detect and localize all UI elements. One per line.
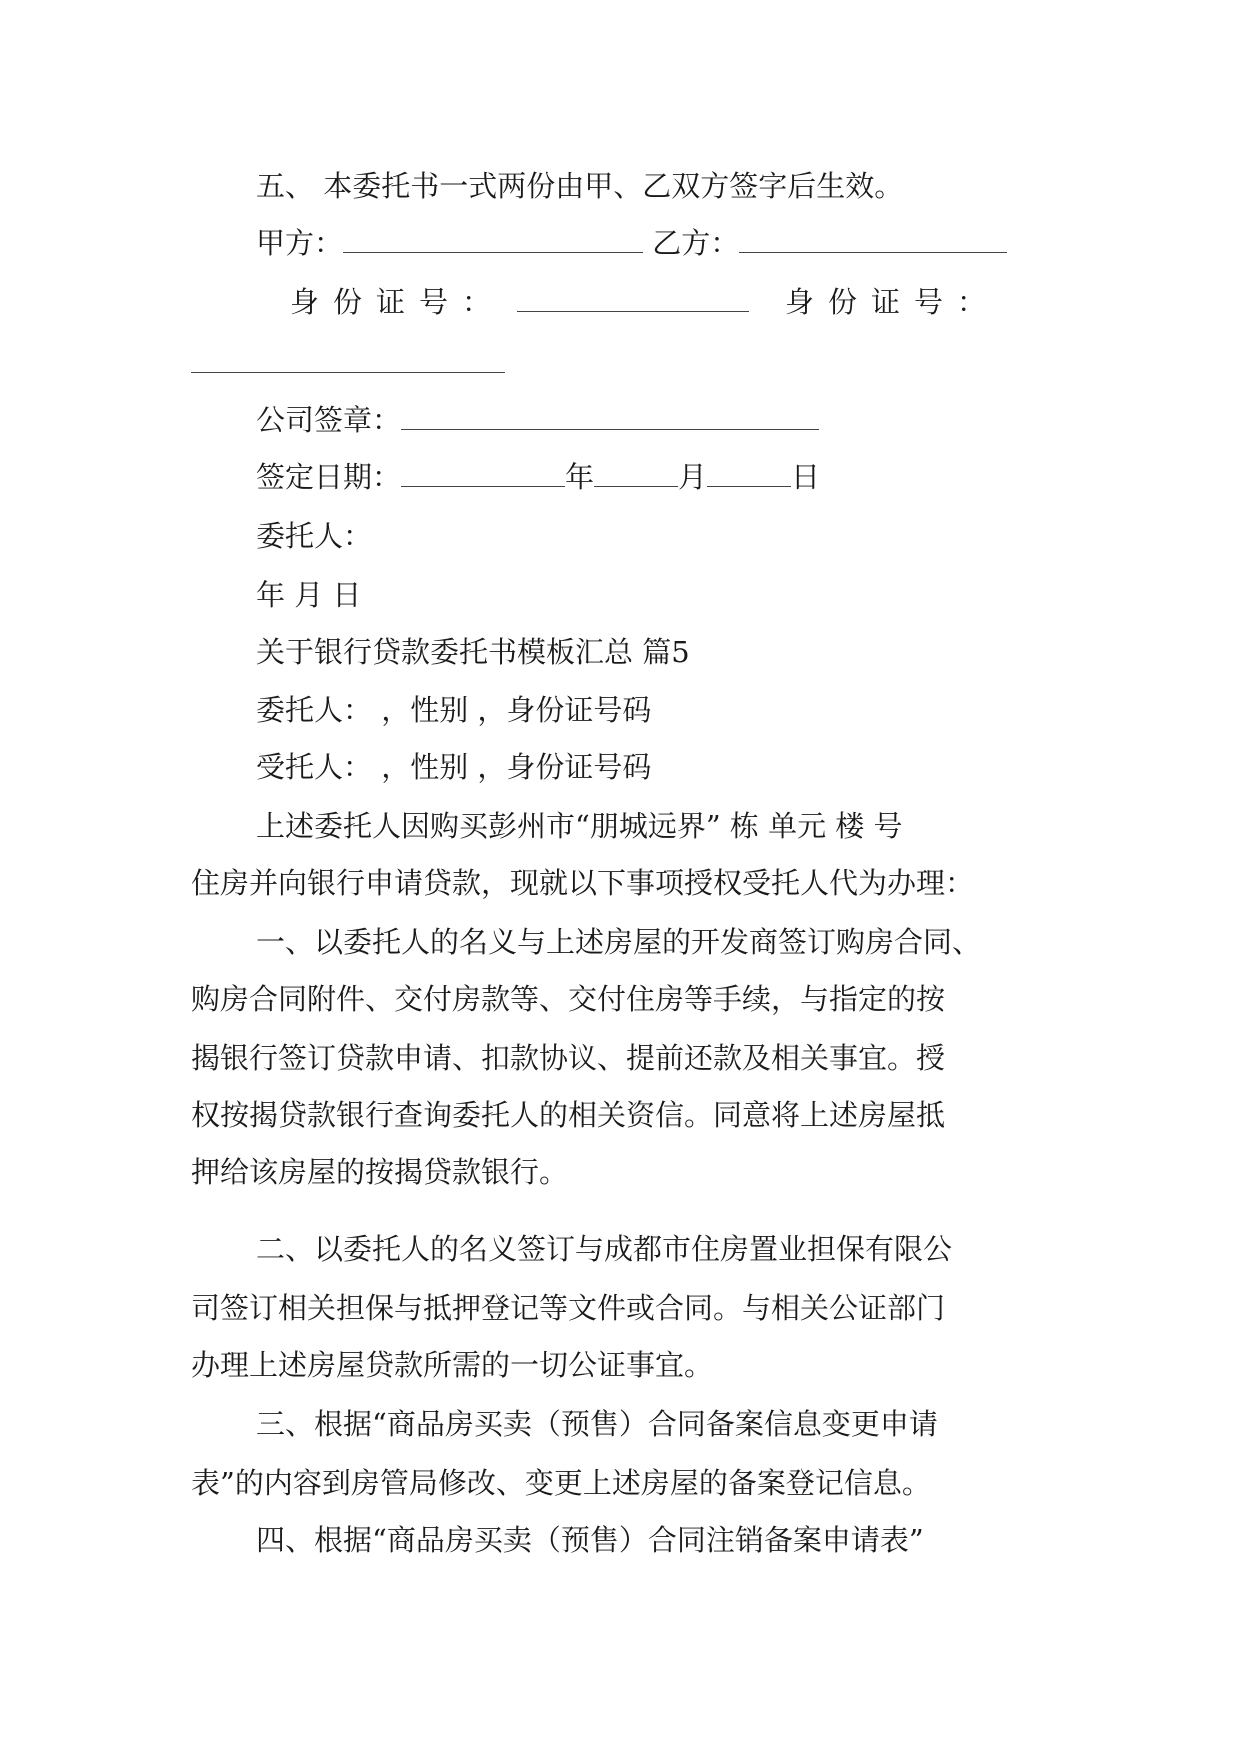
company-seal-line bbox=[256, 400, 819, 440]
para4-line2: 表”的内容到房管局修改、变更上述房屋的备案登记信息。 bbox=[191, 1466, 931, 1500]
month-label: 月 bbox=[678, 460, 708, 494]
id-b-blank-line bbox=[191, 343, 505, 383]
id-a-blank bbox=[517, 285, 749, 312]
id-b-blank bbox=[191, 346, 505, 373]
para1-line1: 上述委托人因购买彭州市“朋城远界” 栋 单元 楼 号 bbox=[256, 809, 903, 843]
clause-five: 五、 本委托书一式两份由甲、乙双方签字后生效。 bbox=[256, 169, 904, 203]
date-line: 年 月 日 bbox=[256, 578, 362, 612]
section-heading: 关于银行贷款委托书模板汇总 篇5 bbox=[256, 635, 690, 669]
year-label: 年 bbox=[565, 460, 595, 494]
year-blank bbox=[401, 460, 565, 487]
para3-line2: 司签订相关担保与抵押登记等文件或合同。与相关公证部门 bbox=[191, 1291, 946, 1325]
day-blank bbox=[707, 460, 791, 487]
party-b-label: 乙方： bbox=[652, 226, 740, 260]
party-a-label: 甲方： bbox=[256, 226, 344, 260]
para2-line4: 权按揭贷款银行查询委托人的相关资信。同意将上述房屋抵 bbox=[191, 1098, 946, 1132]
para1-line2: 住房并向银行申请贷款，现就以下事项授权受托人代为办理： bbox=[191, 866, 975, 900]
para2-line3: 揭银行签订贷款申请、扣款协议、提前还款及相关事宜。授 bbox=[191, 1041, 946, 1075]
party-a-blank bbox=[343, 226, 643, 253]
day-label: 日 bbox=[791, 460, 821, 494]
id-label-a: 身份证号： bbox=[290, 285, 506, 319]
agent-info: 受托人： ，性别 ，身份证号码 bbox=[256, 750, 652, 784]
para3-line1: 二、以委托人的名义签订与成都市住房置业担保有限公 bbox=[256, 1232, 953, 1266]
company-seal-blank bbox=[401, 403, 819, 430]
para2-line1: 一、以委托人的名义与上述房屋的开发商签订购房合同、 bbox=[256, 925, 982, 959]
id-line bbox=[290, 282, 1000, 322]
party-b-blank bbox=[739, 226, 1007, 253]
company-seal-label: 公司签章： bbox=[256, 403, 402, 437]
para2-line5: 押给该房屋的按揭贷款银行。 bbox=[191, 1155, 569, 1189]
sign-date-line bbox=[256, 457, 820, 497]
para3-line3: 办理上述房屋贷款所需的一切公证事宜。 bbox=[191, 1348, 714, 1382]
para4-line1: 三、根据“商品房买卖（预售）合同备案信息变更申请 bbox=[256, 1407, 938, 1441]
sign-date-label: 签定日期： bbox=[256, 460, 402, 494]
para2-line2: 购房合同附件、交付房款等、交付住房等手续，与指定的按 bbox=[191, 982, 946, 1016]
principal-info: 委托人： ，性别 ，身份证号码 bbox=[256, 693, 652, 727]
id-label-b: 身份证号： bbox=[785, 285, 1001, 319]
principal-line: 委托人： bbox=[256, 519, 373, 553]
month-blank bbox=[594, 460, 678, 487]
party-line bbox=[256, 223, 1007, 263]
para5-line1: 四、根据“商品房买卖（预售）合同注销备案申请表” bbox=[256, 1523, 924, 1557]
